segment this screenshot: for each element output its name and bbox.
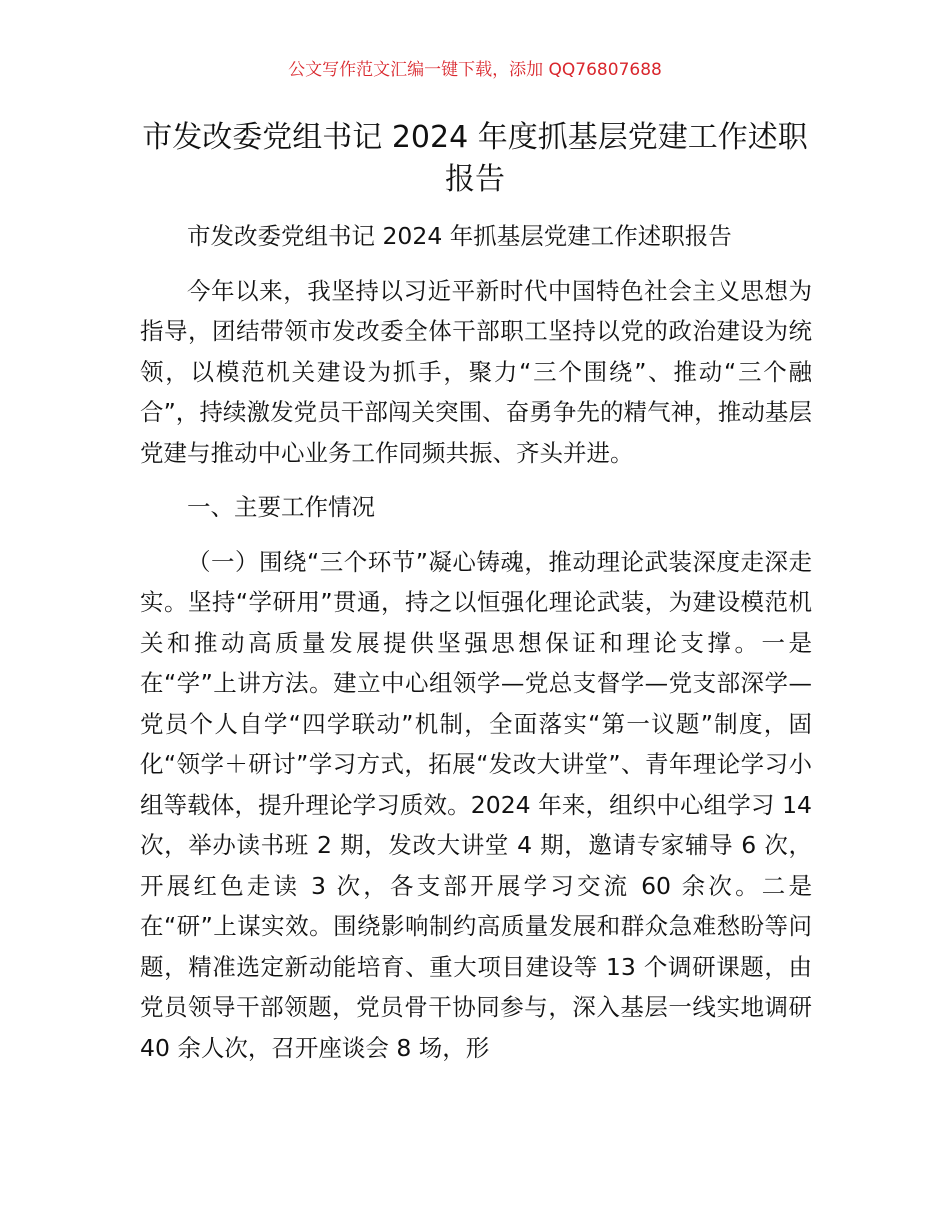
document-body xyxy=(140,216,812,1068)
download-watermark: 公文写作范文汇编一键下载，添加 QQ76807688 xyxy=(288,60,662,80)
body-paragraph: （一）围绕“三个环节”凝心铸魂，推动理论武装深度走深走实。坚持“学研用”贯通，持之以恒强化理论武装，为建设模范机关和推动高质量发展提供坚强思想保证和理论支撑。一是在“学”上讲方法。建立中心组领学—党总支督学—党支部深学—党员个人自学“四学联动”机制，全面落实“第一议题”制度，固化“领学＋研讨”学习方式，拓展“发改大讲堂”、青年理论学习小组等载体，提升理论学习质效。2024 年来，组织中心组学习 14 次，举办读书班 2 期，发改大讲堂 4 期，邀请专家辅导 6 次，开展红色走读 3 次，各支部开展学习交流 60 余次。二是在“研”上谋实效。围绕影响制约高质量发展和群众急难愁盼等问题，精准选定新动能培育、重大项目建设等 13 个调研课题，由党员领导干部领题，党员骨干协同参与，深入基层一线实地调研 40 余人次，召开座谈会 8 场，形 xyxy=(140,547,812,1062)
intro-paragraph: 今年以来，我坚持以习近平新时代中国特色社会主义思想为指导，团结带领市发改委全体干部职工坚持以党的政治建设为统领，以模范机关建设为抓手，聚力“三个围绕”、推动“三个融合”，持续激发党员干部闯关突围、奋勇争先的精气神，推动基层党建与推动中心业务工作同频共振、齐头并进。 xyxy=(140,276,812,467)
document-subtitle: 市发改委党组书记 2024 年抓基层党建工作述职报告 xyxy=(187,222,732,250)
section-heading: 一、主要工作情况 xyxy=(187,493,375,521)
document-title: 市发改委党组书记 2024 年度抓基层党建工作述职报告 xyxy=(142,120,808,197)
